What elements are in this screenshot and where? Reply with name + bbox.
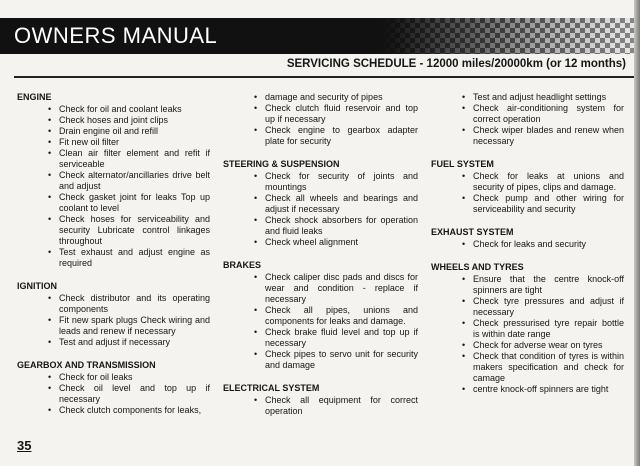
list-item: • Check pressurised tyre repair bottle is within date range — [431, 318, 624, 340]
list-item: • Fit new spark plugs Check wiring and leads and renew if necessary — [17, 315, 210, 337]
section-list-steering — [223, 171, 418, 248]
column-2 — [223, 92, 418, 429]
list-item: • Check caliper disc pads and discs for wear and condition - replace if necessary — [223, 272, 418, 305]
list-item: • damage and security of pipes — [223, 92, 418, 103]
list-item: • Check all pipes, unions and components for leaks and damage. — [223, 305, 418, 327]
list-item: • Check for oil and coolant leaks — [17, 104, 210, 115]
list-item: • Check engine to gearbox adapter plate for security — [223, 125, 418, 147]
page-spine-shadow — [634, 0, 640, 466]
section-list-brakes — [223, 272, 418, 371]
list-item: • Check oil level and top up if necessary — [17, 383, 210, 405]
column-3 — [431, 92, 624, 407]
section-title: GEARBOX AND TRANSMISSION — [17, 360, 156, 370]
column-1 — [17, 92, 210, 428]
list-item: • Check air-conditioning system for correct operation — [431, 103, 624, 125]
section-title: FUEL SYSTEM — [431, 159, 494, 169]
list-item: • Check distributor and its operating components — [17, 293, 210, 315]
manual-title: OWNERS MANUAL — [14, 23, 218, 48]
list-item: • Check hoses for serviceability and security Lubricate control linkages throughout — [17, 214, 210, 247]
subtitle-rule — [14, 76, 634, 78]
section-title: WHEELS AND TYRES — [431, 262, 524, 272]
section-list-wheels — [431, 274, 624, 395]
list-item: • Check tyre pressures and adjust if necessary — [431, 296, 624, 318]
section-list-continued — [431, 92, 624, 147]
list-item: • Fit new oil filter — [17, 137, 210, 148]
list-item: • Ensure that the centre knock-off spinners are tight — [431, 274, 624, 296]
section-title: STEERING & SUSPENSION — [223, 159, 340, 169]
list-item: • Test and adjust if necessary — [17, 337, 210, 348]
section-title: ENGINE — [17, 92, 52, 102]
list-item: • Check all equipment for correct operation — [223, 395, 418, 417]
list-item: • Check wiper blades and renew when necessary — [431, 125, 624, 147]
list-item: • Clean air filter element and refit if serviceable — [17, 148, 210, 170]
section-list-electrical — [223, 395, 418, 417]
section-title: ELECTRICAL SYSTEM — [223, 383, 320, 393]
list-item: • Check shock absorbers for operation and fluid leaks — [223, 215, 418, 237]
list-item: • Check for security of joints and mountings — [223, 171, 418, 193]
section-list-continued — [223, 92, 418, 147]
list-item: • Check for oil leaks — [17, 372, 210, 383]
list-item: • Check for leaks at unions and security of pipes, clips and damage. — [431, 171, 624, 193]
section-list-ignition — [17, 293, 210, 348]
list-item: • Check clutch fluid reservoir and top up if necessary — [223, 103, 418, 125]
list-item: • Check wheel alignment — [223, 237, 418, 248]
list-item: • Check gasket joint for leaks Top up coolant to level — [17, 192, 210, 214]
list-item: • Check brake fluid level and top up if necessary — [223, 327, 418, 349]
list-item: • Check pipes to servo unit for security and damage — [223, 349, 418, 371]
list-item: • Test and adjust headlight settings — [431, 92, 624, 103]
section-title: EXHAUST SYSTEM — [431, 227, 514, 237]
list-item: • Check clutch components for leaks, — [17, 405, 210, 416]
checkered-flag-pattern — [380, 18, 640, 54]
section-list-engine — [17, 104, 210, 269]
page-number: 35 — [17, 438, 32, 453]
section-title: IGNITION — [17, 281, 57, 291]
list-item: • Check for leaks and security — [431, 239, 624, 250]
section-list-gearbox — [17, 372, 210, 416]
list-item: • Check hoses and joint clips — [17, 115, 210, 126]
section-title: BRAKES — [223, 260, 262, 270]
list-item: • Check for adverse wear on tyres — [431, 340, 624, 351]
list-item: • Test exhaust and adjust engine as required — [17, 247, 210, 269]
list-item: • Check all wheels and bearings and adjust if necessary — [223, 193, 418, 215]
list-item: • centre knock-off spinners are tight — [431, 384, 624, 395]
schedule-subtitle: SERVICING SCHEDULE - 12000 miles/20000km (or 12 months) — [286, 58, 626, 70]
section-list-fuel — [431, 171, 624, 215]
list-item: • Check alternator/ancillaries drive belt and adjust — [17, 170, 210, 192]
list-item: • Check pump and other wiring for serviceability and security — [431, 193, 624, 215]
header-banner — [0, 18, 640, 54]
section-list-exhaust — [431, 239, 624, 250]
list-item: • Drain engine oil and refill — [17, 126, 210, 137]
list-item: • Check that condition of tyres is within makers specification and check for camage — [431, 351, 624, 384]
